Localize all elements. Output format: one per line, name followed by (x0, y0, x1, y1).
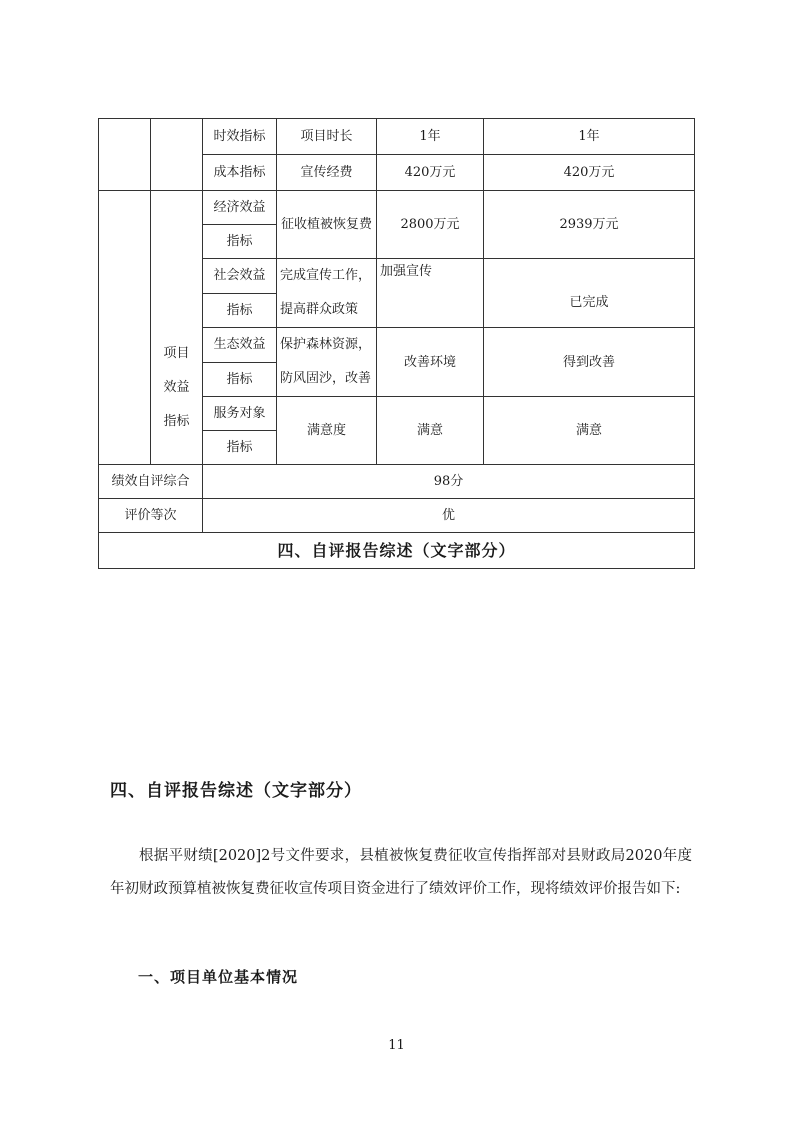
sub-indicator-cell: 时效指标 (203, 119, 277, 155)
indicator-text: 保护森林资源，防风固沙，改善 (280, 337, 372, 386)
benefit-category-label: 项目效益指标 (163, 345, 190, 429)
sub-indicator-cell: 指标 (203, 431, 277, 465)
table-row (99, 191, 695, 225)
score-label-cell: 绩效自评综合 (99, 465, 203, 499)
actual-cell: 满意 (484, 397, 695, 465)
score-value-cell: 98分 (203, 465, 695, 499)
actual-cell: 2939万元 (484, 191, 695, 259)
indicator-cell: 项目时长 (277, 119, 377, 155)
target-cell: 满意 (377, 397, 484, 465)
performance-table (98, 118, 695, 569)
sub-indicator-cell: 社会效益 (203, 259, 277, 294)
actual-cell: 420万元 (484, 155, 695, 191)
sub-indicator-cell: 指标 (203, 225, 277, 259)
target-cell: 420万元 (377, 155, 484, 191)
subsection-heading: 一、项目单位基本情况 (138, 968, 299, 986)
actual-cell: 得到改善 (484, 328, 695, 397)
indicator-text: 完成宣传工作，提高群众政策 (280, 268, 372, 317)
sub-indicator-cell: 生态效益 (203, 328, 277, 363)
section-heading: 四、自评报告综述（文字部分） (110, 781, 362, 801)
actual-cell: 1年 (484, 119, 695, 155)
table-section-title: 四、自评报告综述（文字部分） (99, 533, 695, 569)
table-row (99, 499, 695, 533)
sub-indicator-cell: 服务对象 (203, 397, 277, 431)
target-cell: 改善环境 (377, 328, 484, 397)
sub-indicator-cell: 经济效益 (203, 191, 277, 225)
grade-label-cell: 评价等次 (99, 499, 203, 533)
sub-indicator-cell: 指标 (203, 293, 277, 328)
page-number: 11 (388, 1038, 405, 1053)
indicator-cell (277, 328, 377, 397)
sub-indicator-cell: 指标 (203, 362, 277, 397)
indicator-cell (277, 191, 377, 259)
indicator-cell (277, 259, 377, 328)
target-cell: 2800万元 (377, 191, 484, 259)
sub-indicator-cell: 成本指标 (203, 155, 277, 191)
indicator-text: 征收植被恢复费 (280, 216, 372, 232)
target-cell: 1年 (377, 119, 484, 155)
table-row (99, 465, 695, 499)
body-paragraph: 根据平财绩[2020]2号文件要求，县植被恢复费征收宣传指挥部对县财政局2020年度年初财政预算植被恢复费征收宣传项目资金进行了绩效评价工作，现将绩效评价报告如下: (110, 848, 692, 897)
table-row (99, 119, 695, 155)
blank-cell (99, 119, 151, 191)
benefit-category-cell (151, 191, 203, 465)
blank-cell (99, 191, 151, 465)
indicator-cell: 满意度 (277, 397, 377, 465)
target-cell: 加强宣传 (377, 259, 484, 328)
actual-cell: 已完成 (484, 259, 695, 328)
grade-value-cell: 优 (203, 499, 695, 533)
table-row (99, 533, 695, 569)
indicator-cell: 宣传经费 (277, 155, 377, 191)
blank-cell (151, 119, 203, 191)
